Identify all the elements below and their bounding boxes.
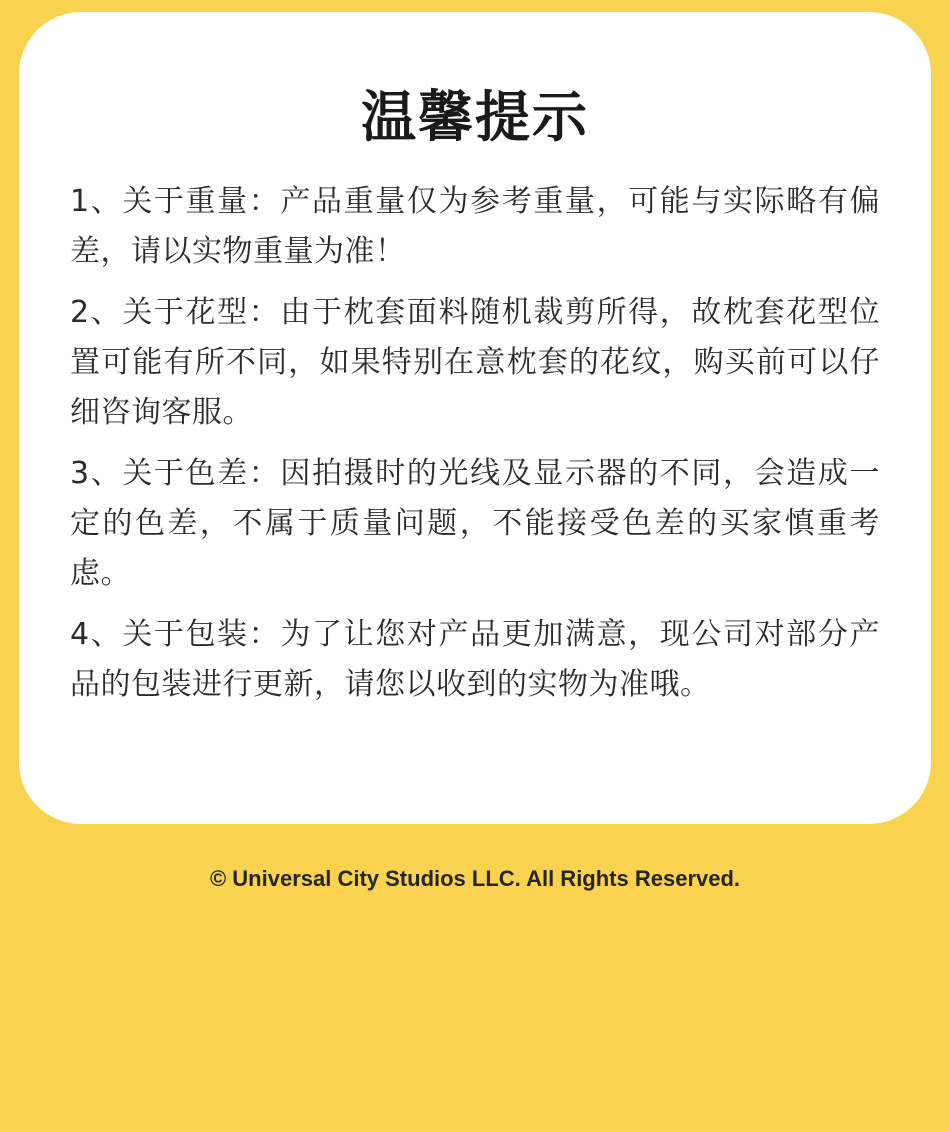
notice-card [19,12,931,824]
copyright-notice: © Universal City Studios LLC. All Rights Reserved. [209,866,741,891]
notice-list [70,177,880,721]
notice-item-pattern: 2、关于花型：由于枕套面料随机裁剪所得，故枕套花型位置可能有所不同，如果特别在意枕套的花纹，购买前可以仔细咨询客服。 [70,295,880,430]
notice-title: 温馨提示 [360,85,589,149]
notice-item-color: 3、关于色差：因拍摄时的光线及显示器的不同，会造成一定的色差，不属于质量问题，不能接受色差的买家慎重考虑。 [70,456,880,591]
notice-item-packaging: 4、关于包装：为了让您对产品更加满意，现公司对部分产品的包装进行更新，请您以收到的实物为准哦。 [70,617,880,702]
notice-item-weight: 1、关于重量：产品重量仅为参考重量，可能与实际略有偏差，请以实物重量为准！ [70,184,880,269]
